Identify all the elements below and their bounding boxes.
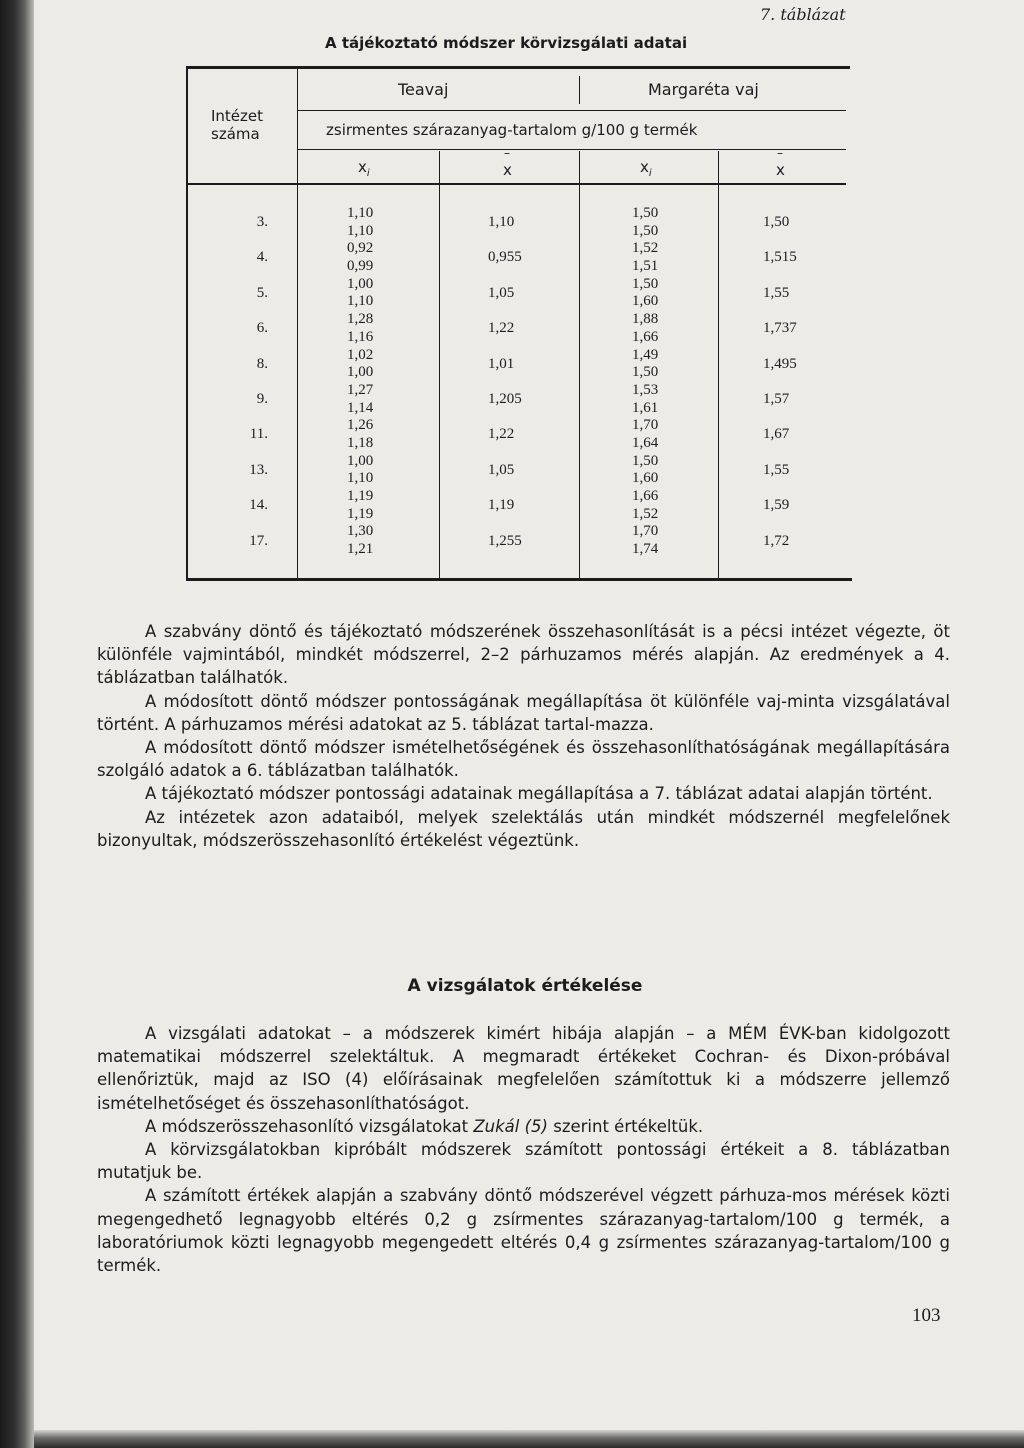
paragraph: A módszerösszehasonlító vizsgálatokat Zukál (5) szerint értékeltük. <box>145 1116 704 1136</box>
table-bottom-rule <box>186 578 852 581</box>
teavaj-mean-cell: 1,05 <box>488 461 515 478</box>
teavaj-xi-cell: 1,10 <box>347 293 374 310</box>
margareta-mean-cell: 1,55 <box>763 461 790 478</box>
teavaj-xi-cell: 1,27 <box>347 381 374 398</box>
margareta-xi-cell: 1,49 <box>632 346 659 363</box>
margareta-mean-cell: 1,59 <box>763 497 790 514</box>
table-institute-divider <box>297 68 298 578</box>
book-spine-shadow <box>0 0 34 1448</box>
institute-column <box>220 205 268 559</box>
teavaj-xi-cell: 1,14 <box>347 399 374 416</box>
teavaj-mean-cell: 1,05 <box>488 284 515 301</box>
paragraph: A szabvány döntő és tájékoztató módszerének összehasonlítását is a pécsi intézet végezte, öt különféle vajmintából, mindkét módszerrel, 2–2 párhuzamos mérés alapján. Az eredmények a 4. táblázatban találhatók. <box>97 622 950 688</box>
paragraph: A körvizsgálatokban kipróbált módszerek számított pontossági értékeit a 8. táblázatban mutatjuk be. <box>97 1140 950 1183</box>
teavaj-mean-cell: 1,22 <box>488 320 515 337</box>
margareta-xi-cell: 1,50 <box>632 275 659 292</box>
text-block-comparison <box>97 620 950 852</box>
table-title: A tájékoztató módszer körvizsgálati adatai <box>325 34 688 52</box>
section-heading: A vizsgálatok értékelése <box>407 976 643 996</box>
text-block-evaluation <box>97 1022 950 1277</box>
margareta-xi-cell: 1,60 <box>632 293 659 310</box>
paragraph: A módosított döntő módszer ismételhetőségének és összehasonlíthatóságának megállapítására szolgáló adatok a 6. táblázatban találhatók. <box>97 738 950 781</box>
table-subheader-rule <box>298 149 846 150</box>
institute-cell: 8. <box>256 355 268 372</box>
teavaj-mean-cell: 1,205 <box>488 390 522 407</box>
margareta-xi-cell: 1,88 <box>632 311 659 328</box>
table-number: 7. táblázat <box>760 5 846 24</box>
table-top-rule <box>186 66 850 69</box>
page-number: 103 <box>912 1305 941 1326</box>
margareta-xi-cell: 1,61 <box>632 399 659 416</box>
teavaj-xi-cell: 1,30 <box>347 523 374 540</box>
header-mean-margareta: – x <box>776 146 785 179</box>
margareta-xi-cell: 1,70 <box>632 523 659 540</box>
margareta-xi-cell: 1,52 <box>632 240 659 257</box>
header-margareta: Margaréta vaj <box>648 80 759 99</box>
teavaj-xi-cell: 1,19 <box>347 505 374 522</box>
margareta-xi-cell: 1,50 <box>632 452 659 469</box>
institute-cell: 13. <box>249 461 268 478</box>
page-bottom-edge <box>34 1430 1024 1448</box>
teavaj-xi-cell: 1,21 <box>347 541 374 558</box>
teavaj-xi-cell: 1,00 <box>347 364 374 381</box>
teavaj-mean-cell: 1,01 <box>488 355 515 372</box>
paragraph: A számított értékek alapján a szabvány döntő módszerével végzett párhuza-mos mérések közti megengedhető legnagyobb eltérés 0,2 g zsírmentes szárazanyag-tartalom/100 g termék, a laboratóriumok közti legnagyobb megengedett eltérés 0,4 g zsírmentes szárazanyag-tartalom/100 g termék. <box>97 1186 950 1276</box>
teavaj-xi-cell: 0,99 <box>347 258 374 275</box>
teavaj-xi-cell: 1,18 <box>347 434 374 451</box>
paragraph: A vizsgálati adatokat – a módszerek kimért hibája alapján – a MÉM ÉVK-ban kidolgozott matematikai módszerrel szelektáltuk. A megmaradt értékeket Cochran- és Dixon-próbával ellenőriztük, majd az ISO (4) előírásainak megfelelően számítottuk ki a módszerre jellemző ismételhetőséget és összehasonlíthatóságot. <box>97 1024 950 1113</box>
teavaj-xi-cell: 1,00 <box>347 275 374 292</box>
margareta-mean-cell: 1,72 <box>763 532 790 549</box>
table-group-rule <box>298 110 846 111</box>
margareta-xi-cell: 1,66 <box>632 488 659 504</box>
table-col-divider-3 <box>718 151 719 578</box>
institute-cell: 14. <box>249 497 268 514</box>
margareta-xi-cell: 1,60 <box>632 470 659 487</box>
teavaj-mean-cell: 1,255 <box>488 532 522 549</box>
teavaj-xi-cell: 1,26 <box>347 417 374 434</box>
margareta-xi-column <box>632 205 658 559</box>
teavaj-xi-cell: 1,00 <box>347 452 374 469</box>
margareta-xi-cell: 1,52 <box>632 505 659 522</box>
margareta-xi-cell: 1,51 <box>632 258 659 275</box>
margareta-xi-cell: 1,74 <box>632 541 659 558</box>
margareta-mean-cell: 1,55 <box>763 284 790 301</box>
institute-cell: 5. <box>256 284 268 301</box>
header-xi-teavaj: $x_i$ <box>358 158 370 179</box>
paragraph: Az intézetek azon adataiból, melyek szelektálás után mindkét módszernél megfelelőnek bizonyultak, módszerösszehasonlító értékelést végeztünk. <box>97 807 950 850</box>
teavaj-mean-cell: 0,955 <box>488 249 522 266</box>
institute-cell: 17. <box>249 532 268 549</box>
margareta-mean-cell: 1,515 <box>763 249 797 266</box>
table-group-divider <box>579 76 580 104</box>
institute-cell: 3. <box>256 214 268 230</box>
table-left-rule <box>186 66 188 580</box>
teavaj-xi-column <box>347 205 373 559</box>
margareta-xi-cell: 1,53 <box>632 381 659 398</box>
institute-cell: 11. <box>249 426 268 443</box>
header-mean-teavaj: – x <box>503 146 512 179</box>
header-teavaj: Teavaj <box>398 80 449 99</box>
table-header-rule <box>186 183 846 185</box>
table-col-divider-2 <box>579 151 580 578</box>
header-subheader: zsirmentes szárazanyag-tartalom g/100 g termék <box>326 121 698 139</box>
institute-cell: 4. <box>256 249 268 266</box>
teavaj-mean-column <box>488 205 522 559</box>
margareta-mean-cell: 1,57 <box>763 390 790 407</box>
margareta-xi-cell: 1,64 <box>632 434 659 451</box>
teavaj-xi-cell: 0,92 <box>347 240 374 257</box>
teavaj-mean-cell: 1,19 <box>488 497 515 514</box>
teavaj-xi-cell: 1,02 <box>347 346 374 363</box>
teavaj-xi-cell: 1,10 <box>347 222 374 239</box>
margareta-xi-cell: 1,50 <box>632 222 659 239</box>
teavaj-xi-cell: 1,28 <box>347 311 374 328</box>
institute-cell: 9. <box>256 390 268 407</box>
margareta-mean-cell: 1,67 <box>763 426 790 443</box>
margareta-mean-cell: 1,50 <box>763 214 790 230</box>
margareta-xi-cell: 1,66 <box>632 328 659 345</box>
table-col-divider-1 <box>439 151 440 578</box>
paragraph: A módosított döntő módszer pontosságának megállapítása öt különféle vaj-minta vizsgálatával történt. A párhuzamos mérési adatokat az 5. táblázat tartal-mazza. <box>97 691 950 734</box>
margareta-mean-cell: 1,737 <box>763 320 797 337</box>
margareta-xi-cell: 1,50 <box>632 205 659 221</box>
teavaj-xi-cell: 1,10 <box>347 470 374 487</box>
teavaj-mean-cell: 1,10 <box>488 214 515 230</box>
teavaj-xi-cell: 1,10 <box>347 205 374 221</box>
margareta-mean-column <box>763 205 797 559</box>
margareta-mean-cell: 1,495 <box>763 355 797 372</box>
margareta-xi-cell: 1,70 <box>632 417 659 434</box>
teavaj-xi-cell: 1,16 <box>347 328 374 345</box>
margareta-xi-cell: 1,50 <box>632 364 659 381</box>
header-xi-margareta: $x_i$ <box>640 158 652 179</box>
teavaj-xi-cell: 1,19 <box>347 488 374 504</box>
paragraph: A tájékoztató módszer pontossági adatainak megállapítása a 7. táblázat adatai alapján történt. <box>145 784 933 804</box>
institute-cell: 6. <box>256 320 268 337</box>
header-institute: Intézet száma <box>211 107 264 143</box>
teavaj-mean-cell: 1,22 <box>488 426 515 443</box>
